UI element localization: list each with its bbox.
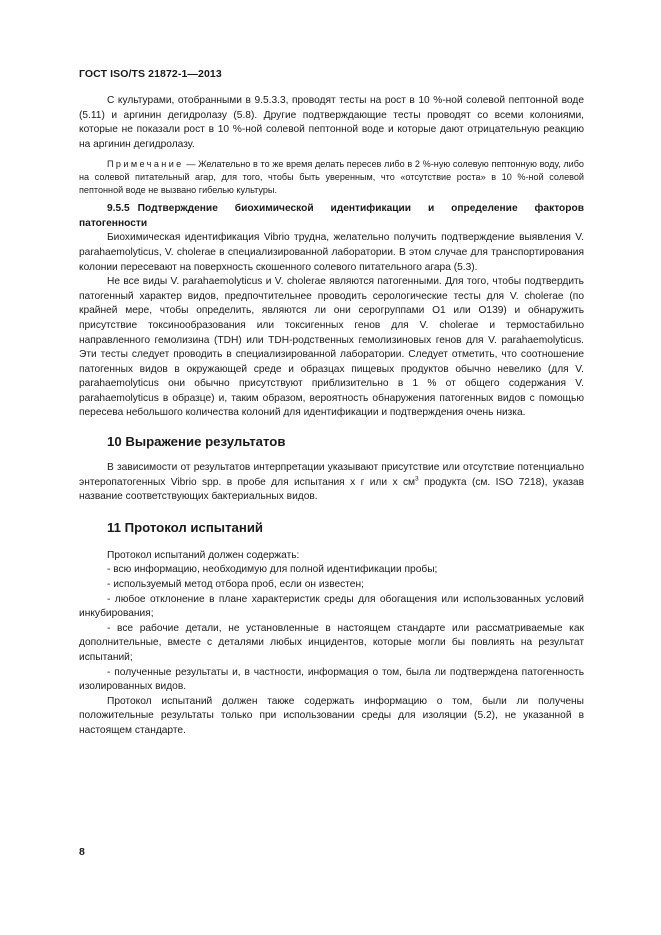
list-intro: Протокол испытаний должен содержать: (107, 549, 300, 561)
paragraph: С культурами, отобранными в 9.5.3.3, проводят тесты на рост в 10 %-ной солевой пептонной воде (5.11) и аргинин дегидролазу (5.8). Другие подтверждающие тесты проводят со всеми колониями, которые не показали рост в 10 %-ной солевой пептонной воде и которые дают отрицательную реакцию на аргинин дегидролазу. (79, 95, 584, 150)
paragraph-text: продукта (см. ISO 7218), указав название соответствующих бактериальных видов. (79, 476, 584, 503)
list-item: - всю информацию, необходимую для полной идентификации пробы; (107, 564, 438, 576)
section-heading-11: 11 Протокол испытаний (107, 519, 264, 535)
superscript: 3 (415, 475, 419, 483)
document-body (79, 94, 584, 739)
list-item: - любое отклонение в плане характеристик среды для обогащения или использованных условий инкубирования; (79, 593, 584, 620)
paragraph (79, 461, 584, 505)
note (79, 158, 584, 196)
subsection-number: 9.5.5 (107, 203, 130, 215)
subsection-heading-9-5-5 (79, 202, 584, 231)
list-item: - полученные результаты и, в частности, информация о том, была ли подтверждена патогенность изолированных видов. (79, 666, 584, 693)
note-label: Примечание (107, 159, 184, 170)
subsection-title: Подтверждение биохимической идентификации и определение факторов патогенности (79, 203, 584, 229)
running-header: ГОСТ ISO/TS 21872-1—2013 (79, 68, 222, 80)
paragraph: Протокол испытаний должен также содержать информацию о том, были ли получены положительные результаты только при использовании среды для изоляции (5.2), не указанной в настоящем стандарте. (79, 695, 584, 736)
paragraph: Биохимическая идентификация Vibrio трудна, желательно получить подтверждение выявления V. parahaemolyticus, V. cholerae в специализированной лаборатории. В этом случае для транспортирования колонии пересевают на поверхность скошенного солевого питательного агара (5.3). (79, 232, 584, 273)
paragraph-text: В зависимости от результатов интерпретации указывают присутствие или отсутствие потенциально энтеропатогенных Vibrio spp. в пробе для испытания х г или х см (79, 462, 584, 488)
note-text: — Желательно в то же время делать пересев либо в 2 %-ную солевую пептонную воду, либо на солевой питательный агар, для того, чтобы быть уверенным, что «отсутствие роста» в 10 %-ной солевой пептонной воде не вызвано гибелью культуры. (79, 159, 584, 195)
page-number: 8 (79, 846, 85, 858)
paragraph: Не все виды V. parahaemolyticus и V. cholerae являются патогенными. Для того, чтобы подтвердить патогенный характер видов, предпочтительнее проводить серологические тесты для V. cholerae (по крайней мере, чтобы определить, являются ли они серогруппами O1 или O139) и обнаружить присутствие токсинообразования или токсигенных генов для V. cholerae и термостабильно направленного гемолизина (TDH) или TDH-родственных гемолизиновых генов для V. parahaemolyticus. Эти тесты следует проводить в специализированной лаборатории. Следует отметить, что соотношение патогенных видов в окружающей среде и образцах пищевых продуктов обычно невелико (для V. parahaemolyticus они обычно присутствуют приблизительно в 1 % от общего содержания V. parahaemolyticus в образце) и, таким образом, вероятность обнаружения патогенных видов с помощью пересева небольшого количества колоний для идентификации и подтверждения очень низка. (79, 276, 584, 419)
list-item: - все рабочие детали, не установленные в настоящем стандарте или рассматриваемые как дополнительные, вместе с деталями любых инцидентов, которые могли бы повлиять на результат испытаний; (79, 622, 584, 663)
section-heading-10: 10 Выражение результатов (107, 434, 286, 450)
list-item: - используемый метод отбора проб, если он известен; (107, 579, 364, 591)
